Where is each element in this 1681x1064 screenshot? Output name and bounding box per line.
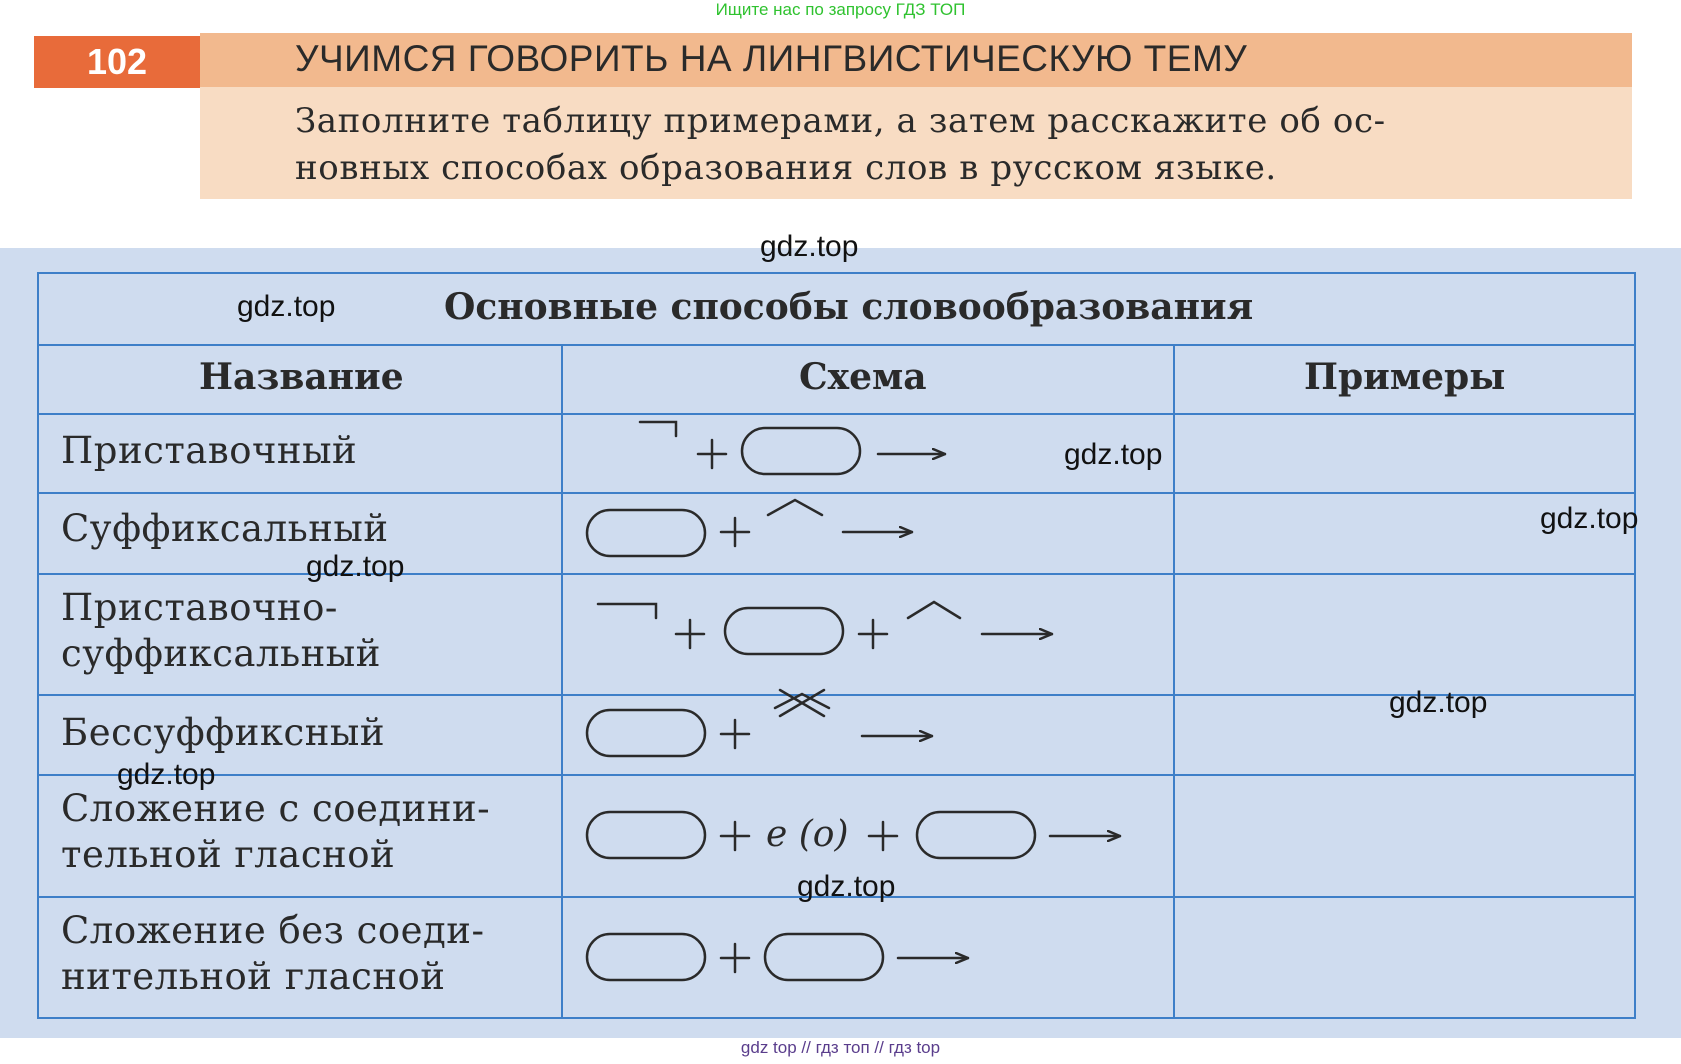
plus-sign — [721, 944, 749, 972]
plus-sign — [869, 822, 897, 850]
scheme-compound-vowel — [587, 812, 1120, 858]
watermark: gdz.top — [237, 290, 336, 323]
root-sign — [587, 710, 705, 756]
search-hint: Ищите нас по запросу ГДЗ ТОП — [715, 0, 966, 19]
prefix-sign — [640, 422, 676, 436]
table-title: Основные способы словообразования — [444, 286, 1254, 328]
plus-sign — [698, 440, 726, 468]
watermark: gdz.top — [306, 550, 405, 583]
scheme-prefix — [640, 422, 945, 474]
watermark: gdz.top — [117, 758, 216, 791]
scheme-suffix — [587, 500, 912, 556]
watermark: gdz.top — [1389, 686, 1488, 719]
row-name-suffix: Суффиксальный — [61, 507, 389, 550]
root-sign — [587, 510, 705, 556]
footer-note: gdz top // гдз топ // гдз top — [740, 1038, 941, 1057]
row-name-line: Приставочно- — [61, 586, 338, 629]
row-name-line: суффиксальный — [61, 632, 381, 675]
suffix-sign — [908, 602, 960, 618]
column-header-name: Название — [199, 356, 404, 398]
watermark: gdz.top — [1540, 502, 1639, 535]
exercise-number: 102 — [34, 36, 200, 88]
plus-sign — [721, 518, 749, 546]
deleted-suffix-sign — [775, 690, 829, 716]
scheme-nonsuffix — [587, 690, 932, 756]
plus-sign — [859, 620, 887, 648]
scheme-prefix-suffix — [598, 602, 1052, 654]
column-header-scheme: Схема — [799, 356, 927, 398]
root-sign — [587, 934, 705, 980]
prefix-sign — [598, 604, 656, 618]
suffix-sign — [768, 500, 822, 515]
root-sign — [765, 934, 883, 980]
root-sign — [917, 812, 1035, 858]
row-name-nonsuffix: Бессуффиксный — [61, 711, 385, 754]
row-name-prefix: Приставочный — [61, 429, 358, 472]
exercise-title: УЧИМСЯ ГОВОРИТЬ НА ЛИНГВИСТИЧЕСКУЮ ТЕМУ — [295, 38, 1248, 79]
row-name-line: Сложение с соедини- — [61, 787, 491, 830]
scheme-compound-novowel — [587, 934, 968, 980]
root-sign — [587, 812, 705, 858]
watermark: gdz.top — [797, 870, 896, 903]
watermark: gdz.top — [1064, 438, 1163, 471]
row-name-line: тельной гласной — [61, 833, 396, 876]
root-sign — [742, 428, 860, 474]
root-sign — [725, 608, 843, 654]
row-name-line: Сложение без соеди- — [61, 909, 485, 952]
linking-vowel-label: e (o) — [766, 814, 849, 855]
plus-sign — [721, 822, 749, 850]
task-line-2: новных способах образования слов в русском языке. — [295, 148, 1277, 188]
column-header-examples: Примеры — [1304, 356, 1506, 398]
plus-sign — [676, 620, 704, 648]
watermark: gdz.top — [760, 230, 859, 263]
plus-sign — [721, 720, 749, 748]
task-line-1: Заполните таблицу примерами, а затем расскажите об ос- — [295, 101, 1386, 141]
row-name-line: нительной гласной — [61, 955, 446, 998]
